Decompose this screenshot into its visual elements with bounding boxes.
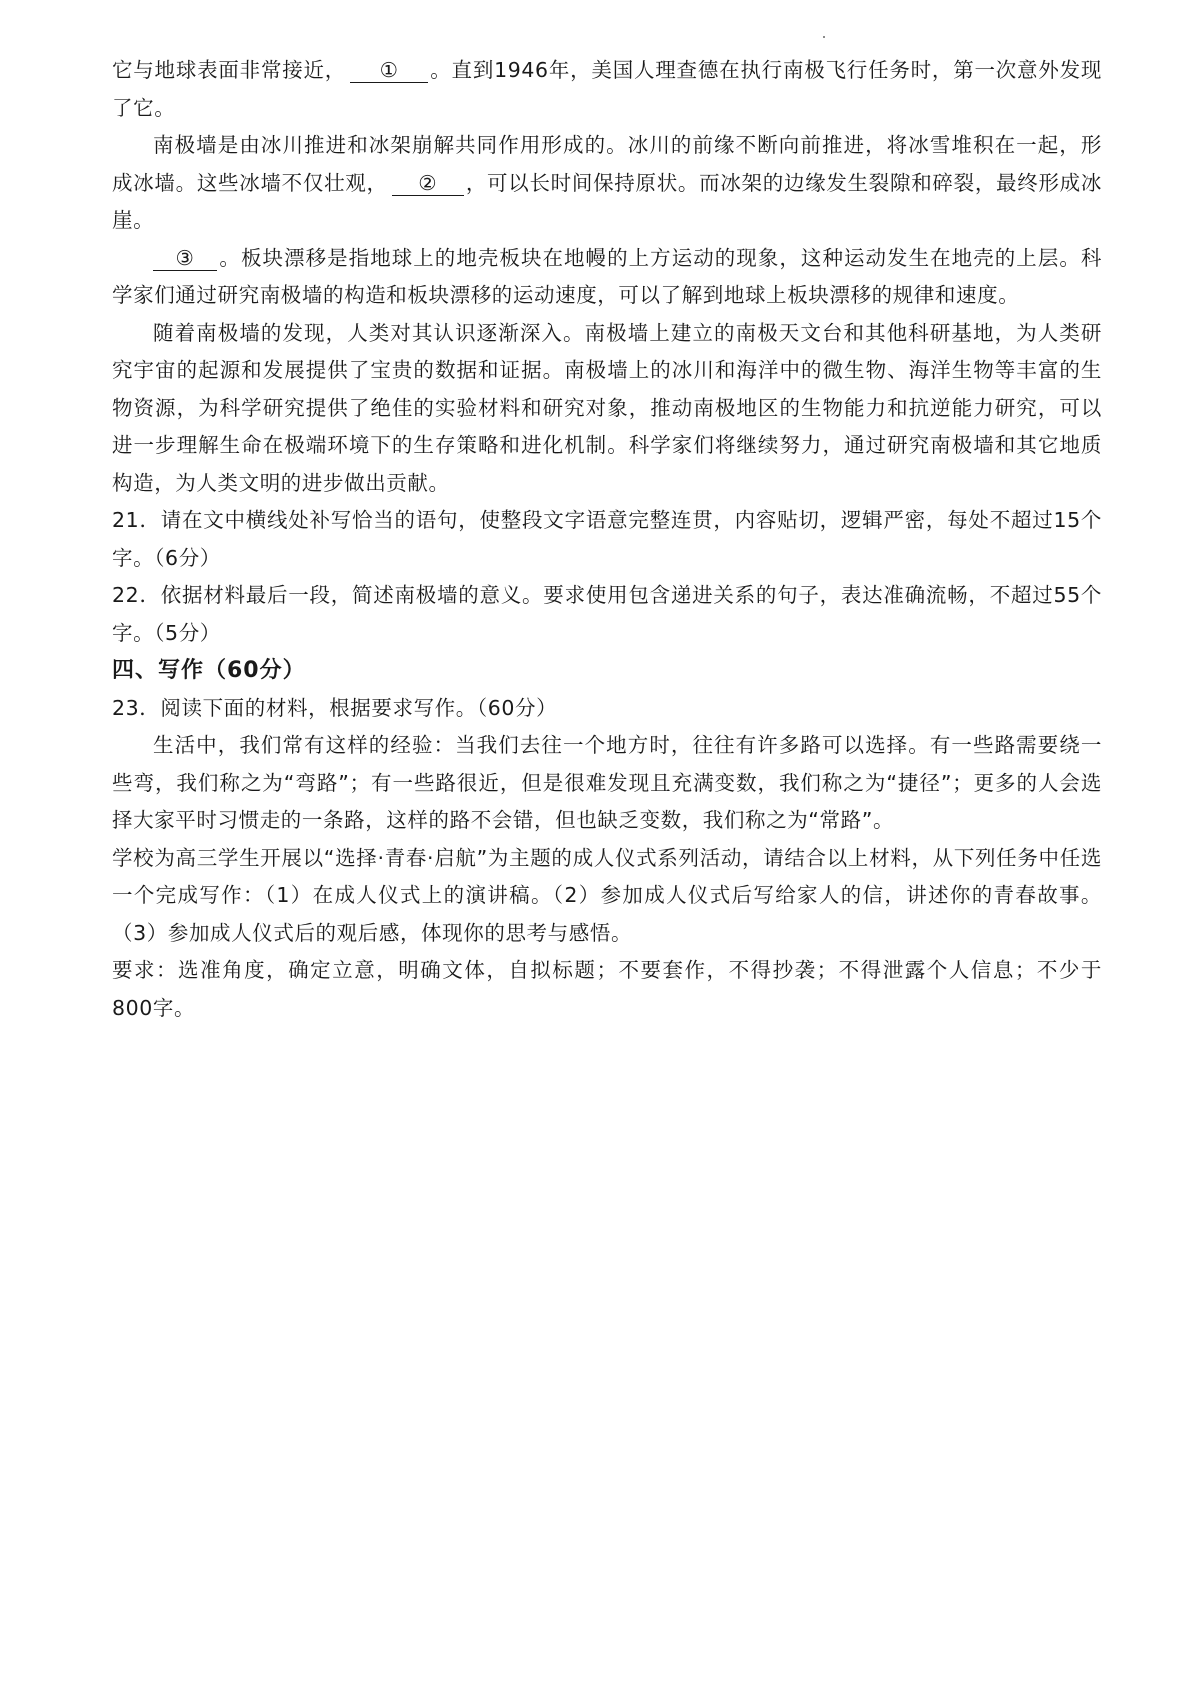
p2-text-after: ，可以长时间保持原状。而冰架的边缘发生裂隙和碎裂，最终形成冰崖。 (112, 170, 1102, 232)
passage-paragraph-4: 随着南极墙的发现，人类对其认识逐渐深入。南极墙上建立的南极天文台和其他科研基地，为人类研究宇宙的起源和发展提供了宝贵的数据和证据。南极墙上的冰川和海洋中的微生物、海洋生物等丰富的生物资源，为科学研究提供了绝佳的实验材料和研究对象，推动南极地区的生物能力和抗逆能力研究，可以进一步理解生命在极端环境下的生存策略和进化机制。科学家们将继续努力，通过研究南极墙和其它地质构造，为人类文明的进步做出贡献。 (112, 320, 1102, 495)
writing-requirements: 要求：选准角度，确定立意，明确文体，自拟标题；不要套作，不得抄袭；不得泄露个人信息；不少于800字。 (112, 958, 1102, 1020)
writing-task: 学校为高三学生开展以“选择·青春·启航”为主题的成人仪式系列活动，请结合以上材料，从下列任务中任选一个完成写作：（1）在成人仪式上的演讲稿。（2）参加成人仪式后写给家人的信，讲述你的青春故事。（3）参加成人仪式后的观后感，体现你的思考与感悟。 (112, 845, 1102, 945)
p3-text-after: 。板块漂移是指地球上的地壳板块在地幔的上方运动的现象，这种运动发生在地壳的上层。科学家们通过研究南极墙的构造和板块漂移的运动速度，可以了解到地球上板块漂移的规律和速度。 (112, 245, 1102, 307)
blank-3[interactable]: ③ (153, 246, 217, 271)
passage-paragraph-2 (112, 127, 1102, 240)
question-21: 21．请在文中横线处补写恰当的语句，使整段文字语意完整连贯，内容贴切，逻辑严密，每处不超过15个字。（6分） (112, 508, 1102, 570)
section-heading-writing: 四、写作（60分） (112, 658, 306, 683)
question-23: 23．阅读下面的材料，根据要求写作。（60分） (112, 695, 558, 720)
p1-text-after: 。直到1946年，美国人理查德在执行南极飞行任务时，第一次意外发现了它。 (112, 58, 1102, 120)
question-22: 22．依据材料最后一段，简述南极墙的意义。要求使用包含递进关系的句子，表达准确流畅，不超过55个字。（5分） (112, 583, 1102, 645)
exam-page (112, 52, 1102, 1027)
p1-text-before: 它与地球表面非常接近， (112, 58, 347, 82)
passage-paragraph-1 (112, 52, 1102, 127)
p2-text-before: 南极墙是由冰川推进和冰架崩解共同作用形成的。冰川的前缘不断向前推进，将冰雪堆积在一起，形成冰墙。这些冰墙不仅壮观， (112, 133, 1102, 195)
passage-paragraph-3 (112, 240, 1102, 315)
scan-speck (823, 36, 825, 38)
blank-1[interactable]: ① (350, 58, 428, 83)
blank-2[interactable]: ② (392, 171, 464, 196)
writing-material: 生活中，我们常有这样的经验：当我们去往一个地方时，往往有许多路可以选择。有一些路需要绕一些弯，我们称之为“弯路”；有一些路很近，但是很难发现且充满变数，我们称之为“捷径”；更多的人会选择大家平时习惯走的一条路，这样的路不会错，但也缺乏变数，我们称之为“常路”。 (112, 733, 1102, 832)
